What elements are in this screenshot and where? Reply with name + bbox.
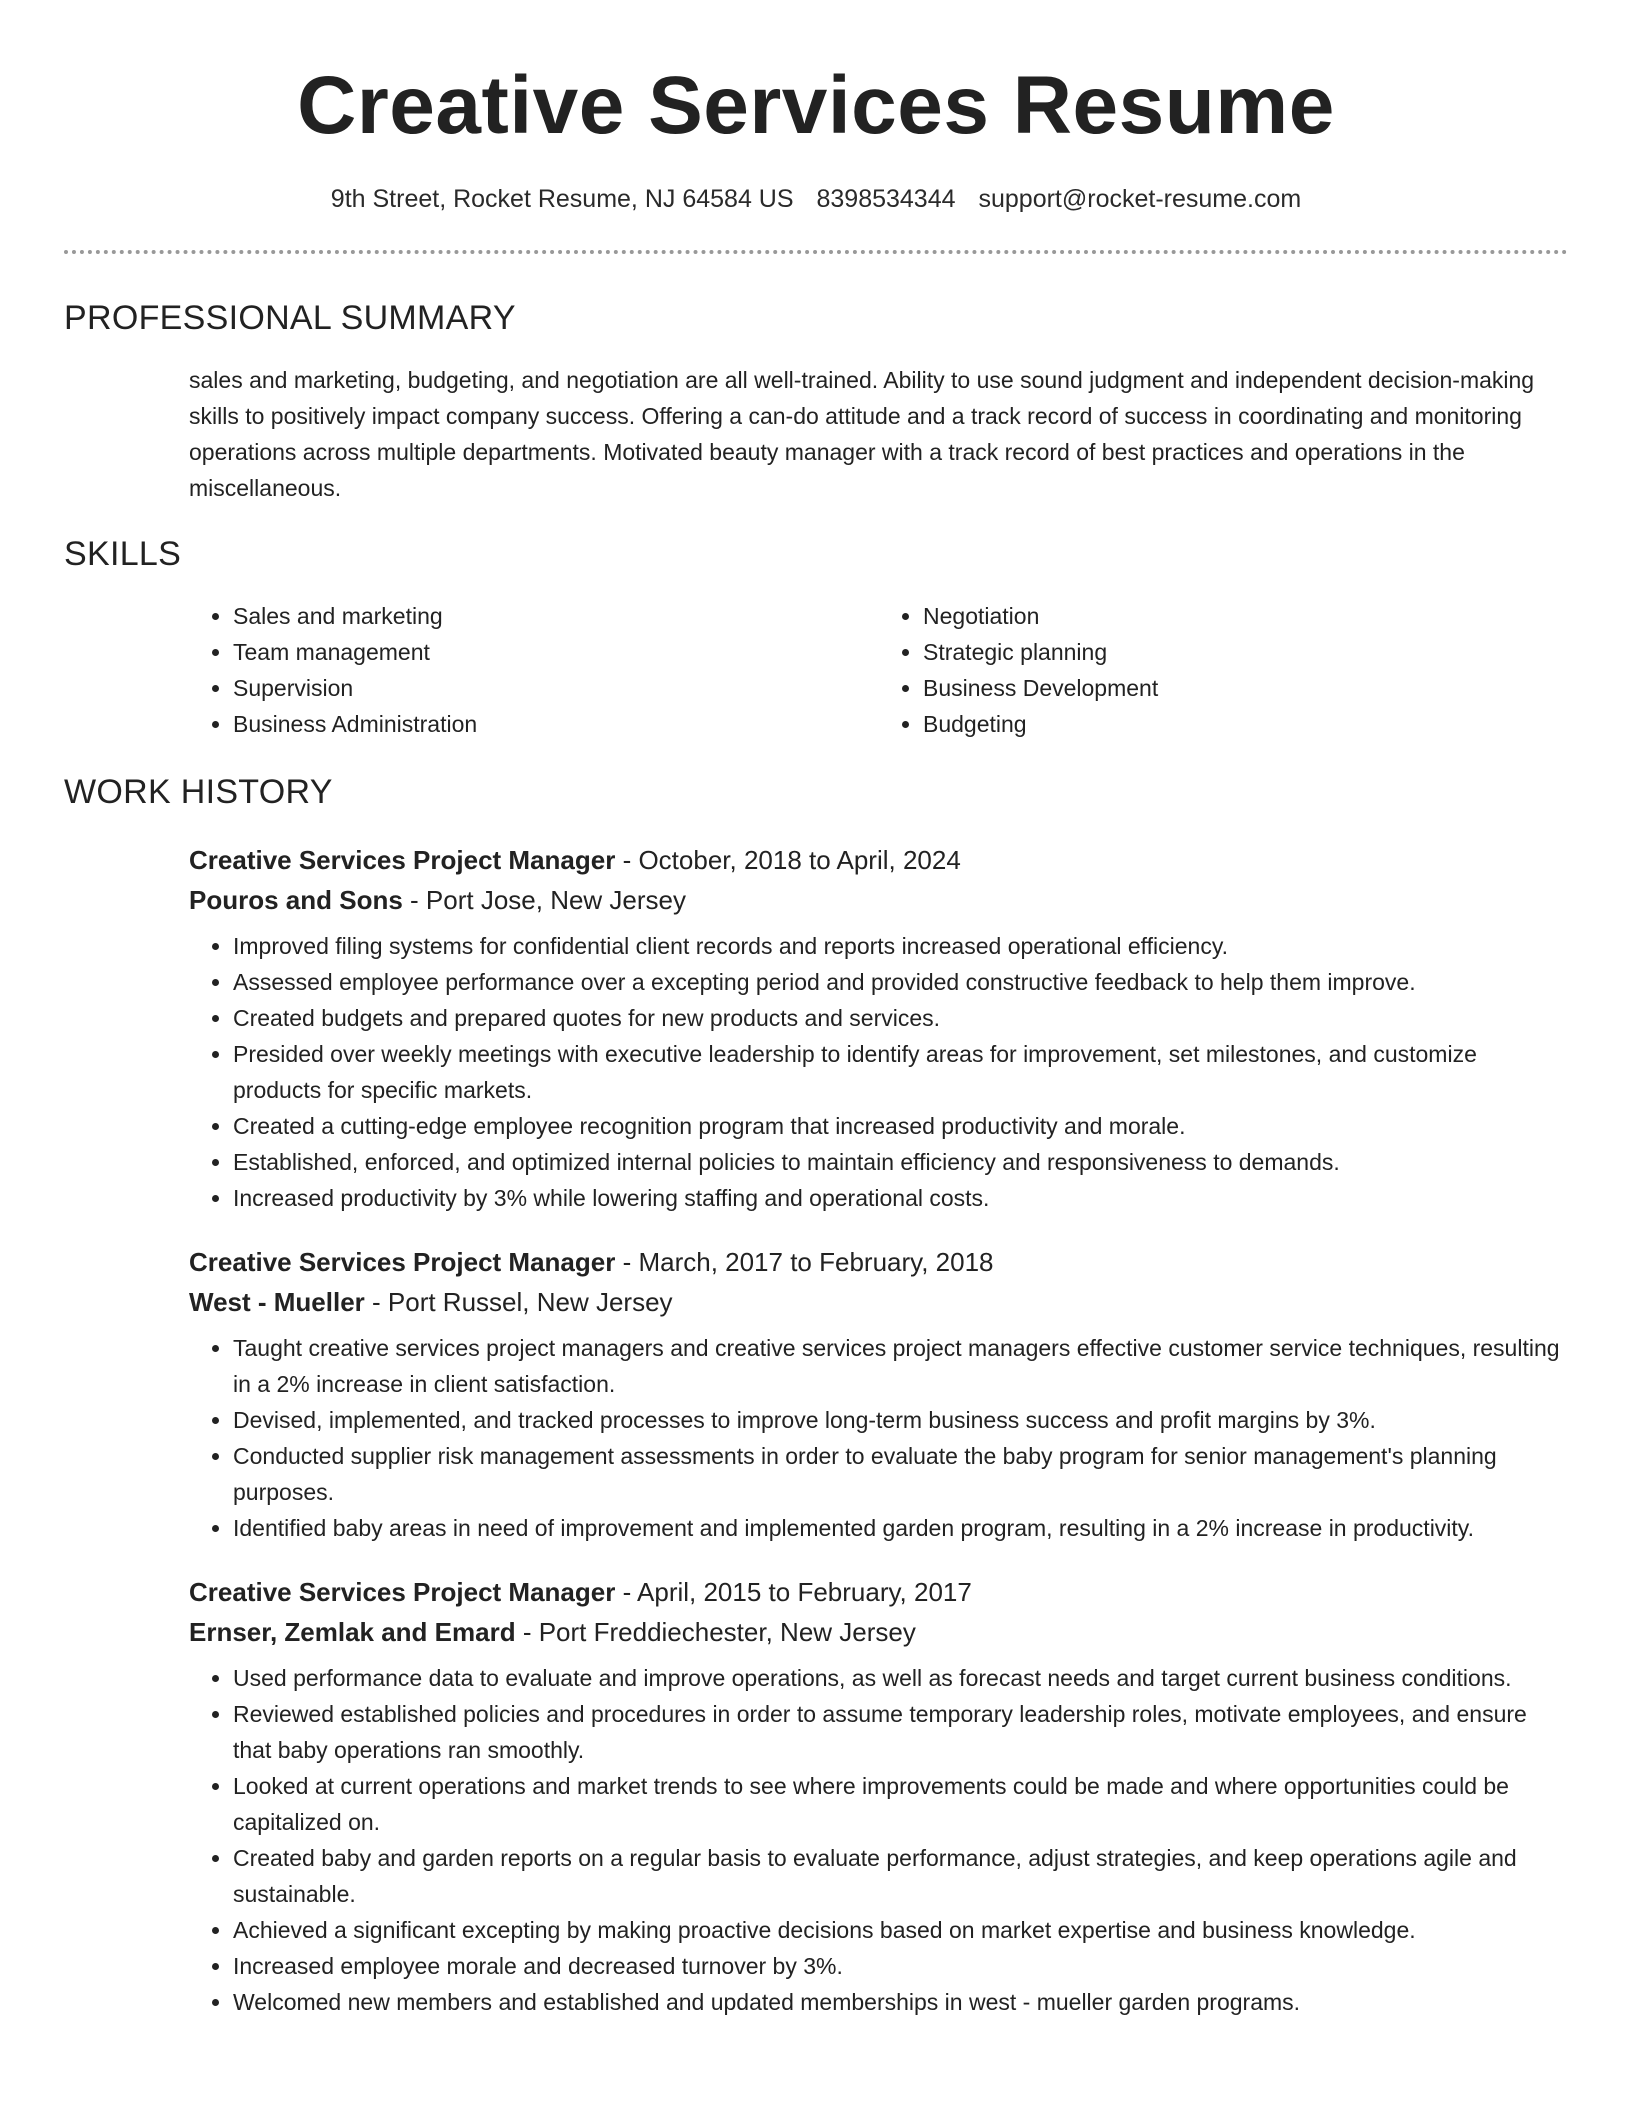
job-bullet: • Created baby and garden reports on a regular basis to evaluate performance, adjust strategies, and keep operations agile and sustainable. <box>233 1840 1569 1912</box>
skills-list-left <box>189 598 879 742</box>
resume-title: Creative Services Resume <box>297 60 1335 151</box>
job-bullet: • Welcomed new members and established and updated memberships in west - mueller garden programs. <box>233 1984 1569 2020</box>
skills-heading: SKILLS <box>64 535 182 573</box>
job-bullet: • Increased employee morale and decreased turnover by 3%. <box>233 1948 1569 1984</box>
skill-item: • Team management <box>233 634 879 670</box>
skills-list-right <box>879 598 1569 742</box>
skill-item: • Business Development <box>923 670 1569 706</box>
skill-item: • Budgeting <box>923 706 1569 742</box>
job-dates: October, 2018 to April, 2024 <box>638 845 961 875</box>
phone-text: 8398534344 <box>816 185 956 213</box>
job-company: West - Mueller <box>189 1287 365 1317</box>
job-bullet: • Established, enforced, and optimized internal policies to maintain efficiency and responsiveness to demands. <box>233 1144 1569 1180</box>
job-bullet: • Used performance data to evaluate and improve operations, as well as forecast needs and target current business conditions. <box>233 1660 1569 1696</box>
job-bullet: • Taught creative services project managers and creative services project managers effective customer service techniques, resulting in a 2% increase in client satisfaction. <box>233 1330 1569 1402</box>
skill-item: • Supervision <box>233 670 879 706</box>
summary-heading: PROFESSIONAL SUMMARY <box>64 299 516 337</box>
job-bullet: • Created budgets and prepared quotes for new products and services. <box>233 1000 1569 1036</box>
job-entry <box>189 840 1569 1216</box>
email-text: support@rocket-resume.com <box>978 185 1302 213</box>
contact-line <box>0 183 1632 215</box>
skill-item: • Sales and marketing <box>233 598 879 634</box>
work-history-section <box>189 840 1569 2046</box>
job-title: Creative Services Project Manager <box>189 1577 616 1607</box>
job-company-line <box>189 1612 1569 1652</box>
job-bullet: • Presided over weekly meetings with executive leadership to identify areas for improvement, set milestones, and customize products for specific markets. <box>233 1036 1569 1108</box>
separator: - <box>364 1287 388 1317</box>
job-location: Port Freddiechester, New Jersey <box>538 1617 916 1647</box>
job-bullet: • Assessed employee performance over a excepting period and provided constructive feedback to help them improve. <box>233 964 1569 1000</box>
job-bullet: • Looked at current operations and market trends to see where improvements could be made and where opportunities could be capitalized on. <box>233 1768 1569 1840</box>
job-entry <box>189 1242 1569 1546</box>
address-text: 9th Street, Rocket Resume, NJ 64584 US <box>330 185 794 213</box>
job-bullet: • Reviewed established policies and procedures in order to assume temporary leadership roles, motivate employees, and ensure that baby operations ran smoothly. <box>233 1696 1569 1768</box>
job-company: Pouros and Sons <box>189 885 403 915</box>
job-location: Port Jose, New Jersey <box>425 885 687 915</box>
separator: - <box>615 1577 638 1607</box>
job-bullet: • Achieved a significant excepting by making proactive decisions based on market expertise and business knowledge. <box>233 1912 1569 1948</box>
job-bullet: • Improved filing systems for confidential client records and reports increased operational efficiency. <box>233 928 1569 964</box>
skills-section <box>189 598 1569 742</box>
separator: - <box>402 885 426 915</box>
skill-item: • Negotiation <box>923 598 1569 634</box>
job-company-line <box>189 1282 1569 1322</box>
job-bullet: • Increased productivity by 3% while lowering staffing and operational costs. <box>233 1180 1569 1216</box>
job-dates: April, 2015 to February, 2017 <box>637 1577 972 1607</box>
job-title-line <box>189 840 1569 880</box>
summary-text: sales and marketing, budgeting, and negotiation are all well-trained. Ability to use sound judgment and independent decision-making skills to positively impact company success. Offering a can-do attitude and a track record of success in coordinating and monitoring operations across multiple departments. Motivated beauty manager with a track record of best practices and operations in the miscellaneous. <box>189 367 1535 501</box>
job-title-line <box>189 1572 1569 1612</box>
skill-item: • Strategic planning <box>923 634 1569 670</box>
separator: - <box>615 845 639 875</box>
header-divider <box>64 250 1568 254</box>
summary-section <box>189 362 1569 506</box>
work-history-heading: WORK HISTORY <box>64 773 333 811</box>
job-dates: March, 2017 to February, 2018 <box>638 1247 994 1277</box>
job-title: Creative Services Project Manager <box>189 1247 616 1277</box>
separator: - <box>615 1247 639 1277</box>
job-bullets <box>189 1660 1569 2020</box>
job-title: Creative Services Project Manager <box>189 845 616 875</box>
separator: - <box>515 1617 539 1647</box>
job-bullet: • Conducted supplier risk management assessments in order to evaluate the baby program for senior management's planning purposes. <box>233 1438 1569 1510</box>
skill-item: • Business Administration <box>233 706 879 742</box>
job-bullet: • Created a cutting-edge employee recognition program that increased productivity and morale. <box>233 1108 1569 1144</box>
job-location: Port Russel, New Jersey <box>387 1287 673 1317</box>
job-bullet: • Devised, implemented, and tracked processes to improve long-term business success and profit margins by 3%. <box>233 1402 1569 1438</box>
job-bullets <box>189 1330 1569 1546</box>
job-bullet: • Identified baby areas in need of improvement and implemented garden program, resulting in a 2% increase in productivity. <box>233 1510 1569 1546</box>
job-entry <box>189 1572 1569 2020</box>
job-company-line <box>189 880 1569 920</box>
job-company: Ernser, Zemlak and Emard <box>189 1617 516 1647</box>
job-title-line <box>189 1242 1569 1282</box>
job-bullets <box>189 928 1569 1216</box>
